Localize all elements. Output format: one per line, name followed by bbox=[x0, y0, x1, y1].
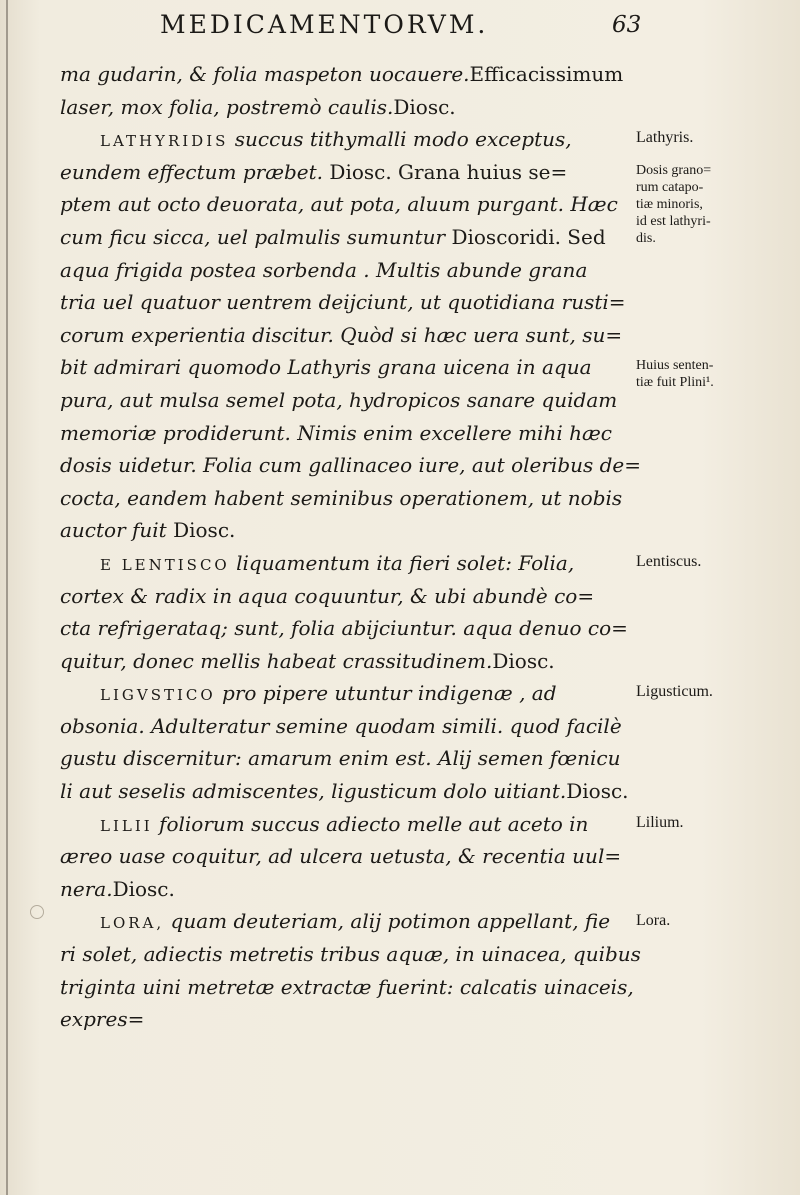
text-line bbox=[60, 319, 635, 352]
text-line bbox=[60, 123, 635, 156]
section-heading-word: LATHYRIDIS bbox=[100, 132, 229, 151]
marginal-note bbox=[636, 129, 693, 147]
text-segment: obsonia. Adulteratur semine quodam simili. quod facilè bbox=[60, 713, 622, 738]
text-segment: laser, mox folia, postremò caulis. bbox=[60, 94, 394, 119]
section-heading-word: LORA, bbox=[100, 914, 165, 933]
marginal-note-line: dis. bbox=[636, 230, 656, 246]
author-citation: Diosc. bbox=[566, 779, 629, 804]
text-line bbox=[60, 840, 635, 873]
text-line bbox=[60, 580, 635, 613]
text-segment: pura, aut mulsa semel pota, hydropicos sanare quidam bbox=[60, 387, 618, 412]
text-segment: corum experientia discitur. Quòd si hæc uera sunt, su= bbox=[60, 322, 623, 347]
text-segment: li aut seselis admiscentes, ligusticum dolo uitiant. bbox=[60, 779, 567, 804]
text-segment: auctor fuit bbox=[60, 518, 174, 543]
author-citation: Dioscoridi. Sed bbox=[451, 224, 606, 249]
text-segment: cta refrigerataq; sunt, folia abijciuntur. aqua denuo co= bbox=[60, 616, 628, 641]
text-segment: æreo uase coquitur, ad ulcera uetusta, & recentia uul= bbox=[60, 844, 622, 869]
text-line bbox=[60, 156, 635, 189]
text-segment: pro pipere utuntur indigenæ , ad bbox=[215, 681, 557, 706]
marginal-note bbox=[636, 912, 670, 930]
marginal-note-line: Lathyris. bbox=[636, 129, 694, 147]
marginal-note-line: id est lathyri- bbox=[636, 213, 711, 229]
marginal-note-line: Huius senten- bbox=[636, 358, 714, 374]
text-line bbox=[60, 188, 635, 221]
text-segment: eundem effectum præbet. bbox=[60, 159, 330, 184]
text-line bbox=[60, 417, 635, 450]
marginal-note-line: Lora. bbox=[636, 911, 671, 929]
text-segment: cocta, eandem habent seminibus operationem, ut nobis bbox=[60, 485, 623, 510]
text-segment: succus tithymalli modo exceptus, bbox=[228, 127, 572, 152]
author-citation: Efficacissimum bbox=[469, 62, 624, 86]
marginal-note bbox=[636, 553, 701, 571]
marginal-note bbox=[636, 162, 711, 247]
author-citation: Diosc. bbox=[112, 876, 175, 901]
text-line bbox=[60, 384, 635, 417]
marginal-note-line: Lilium. bbox=[636, 813, 684, 831]
text-line bbox=[60, 91, 635, 124]
marginal-note-line: Lentiscus. bbox=[636, 553, 702, 570]
text-segment: tria uel quatuor uentrem deijciunt, ut quotidiana rusti= bbox=[60, 290, 626, 315]
text-line bbox=[60, 677, 635, 710]
text-segment: nera. bbox=[60, 876, 113, 901]
text-segment: quam deuteriam, alij potimon appellant, fie bbox=[164, 909, 611, 934]
text-segment: liquamentum ita fieri solet: Folia, bbox=[229, 550, 575, 575]
text-segment: aqua frigida postea sorbenda . Multis abunde grana bbox=[60, 257, 588, 282]
page-gutter bbox=[6, 0, 8, 1195]
text-line bbox=[60, 742, 635, 775]
page-number: 63 bbox=[612, 12, 642, 38]
section-heading-word: LIGVSTICO bbox=[100, 686, 216, 705]
marginal-note-line: Dosis grano= bbox=[636, 162, 712, 178]
text-line bbox=[60, 938, 641, 971]
running-head: MEDICAMENTORVM. bbox=[160, 10, 489, 39]
marginal-note bbox=[636, 357, 714, 391]
text-segment: ma gudarin, & folia maspeton uocauere. bbox=[60, 62, 470, 86]
author-citation: Diosc. bbox=[173, 518, 236, 543]
text-segment: dosis uidetur. Folia cum gallinaceo iure, aut oleribus de= bbox=[60, 453, 642, 478]
section-heading-word: LILII bbox=[100, 816, 153, 835]
text-segment: expres= bbox=[60, 1007, 145, 1032]
text-line bbox=[60, 221, 635, 254]
text-segment: quitur, donec mellis habeat crassitudinem. bbox=[60, 648, 493, 673]
marginal-note bbox=[636, 814, 684, 832]
text-line bbox=[60, 254, 635, 287]
text-segment: ptem aut octo deuorata, aut pota, aluum purgant. Hæc bbox=[60, 192, 618, 217]
text-line bbox=[60, 645, 635, 678]
marginal-note-line: rum catapo- bbox=[636, 179, 704, 195]
author-citation: Diosc. bbox=[492, 648, 555, 673]
text-line bbox=[60, 710, 635, 743]
marginal-note-line: tiæ minoris, bbox=[636, 196, 703, 212]
text-line bbox=[60, 547, 635, 580]
text-segment: triginta uini metretæ extractæ fuerint: calcatis uinaceis, bbox=[60, 974, 634, 999]
text-segment: memoriæ prodiderunt. Nimis enim excellere mihi hæc bbox=[60, 420, 612, 445]
page-header bbox=[0, 4, 800, 44]
marginal-note-line: Ligusticum. bbox=[636, 683, 713, 701]
text-line bbox=[60, 514, 635, 547]
text-segment: foliorum succus adiecto melle aut aceto in bbox=[152, 811, 589, 836]
text-line bbox=[60, 775, 635, 808]
text-line bbox=[60, 808, 635, 841]
author-citation: Diosc. bbox=[393, 94, 456, 119]
text-segment: gustu discernitur: amarum enim est. Alij semen fœnicu bbox=[60, 746, 621, 771]
text-line bbox=[60, 873, 635, 906]
main-text-column bbox=[60, 58, 642, 1036]
text-segment: ri solet, adiectis metretis tribus aquæ, in uinacea, quibus bbox=[60, 942, 641, 967]
text-line bbox=[60, 286, 635, 319]
text-segment: cortex & radix in aqua coquuntur, & ubi abundè co= bbox=[60, 583, 595, 608]
text-line bbox=[60, 449, 642, 482]
text-line bbox=[60, 351, 635, 384]
text-line bbox=[60, 971, 635, 1004]
text-line bbox=[60, 58, 635, 91]
binding-hole-mark bbox=[30, 905, 44, 919]
text-line bbox=[60, 905, 635, 938]
text-line bbox=[60, 1003, 635, 1036]
marginal-note bbox=[636, 683, 713, 701]
text-line bbox=[60, 482, 635, 515]
text-line bbox=[60, 612, 635, 645]
section-heading-word: E LENTISCO bbox=[100, 555, 230, 574]
author-citation: Diosc. Grana huius se= bbox=[329, 159, 568, 184]
marginal-note-line: tiæ fuit Plini¹. bbox=[636, 375, 714, 391]
text-segment: bit admirari quomodo Lathyris grana uicena in aqua bbox=[60, 355, 592, 380]
text-segment: cum ficu sicca, uel palmulis sumuntur bbox=[60, 224, 452, 249]
